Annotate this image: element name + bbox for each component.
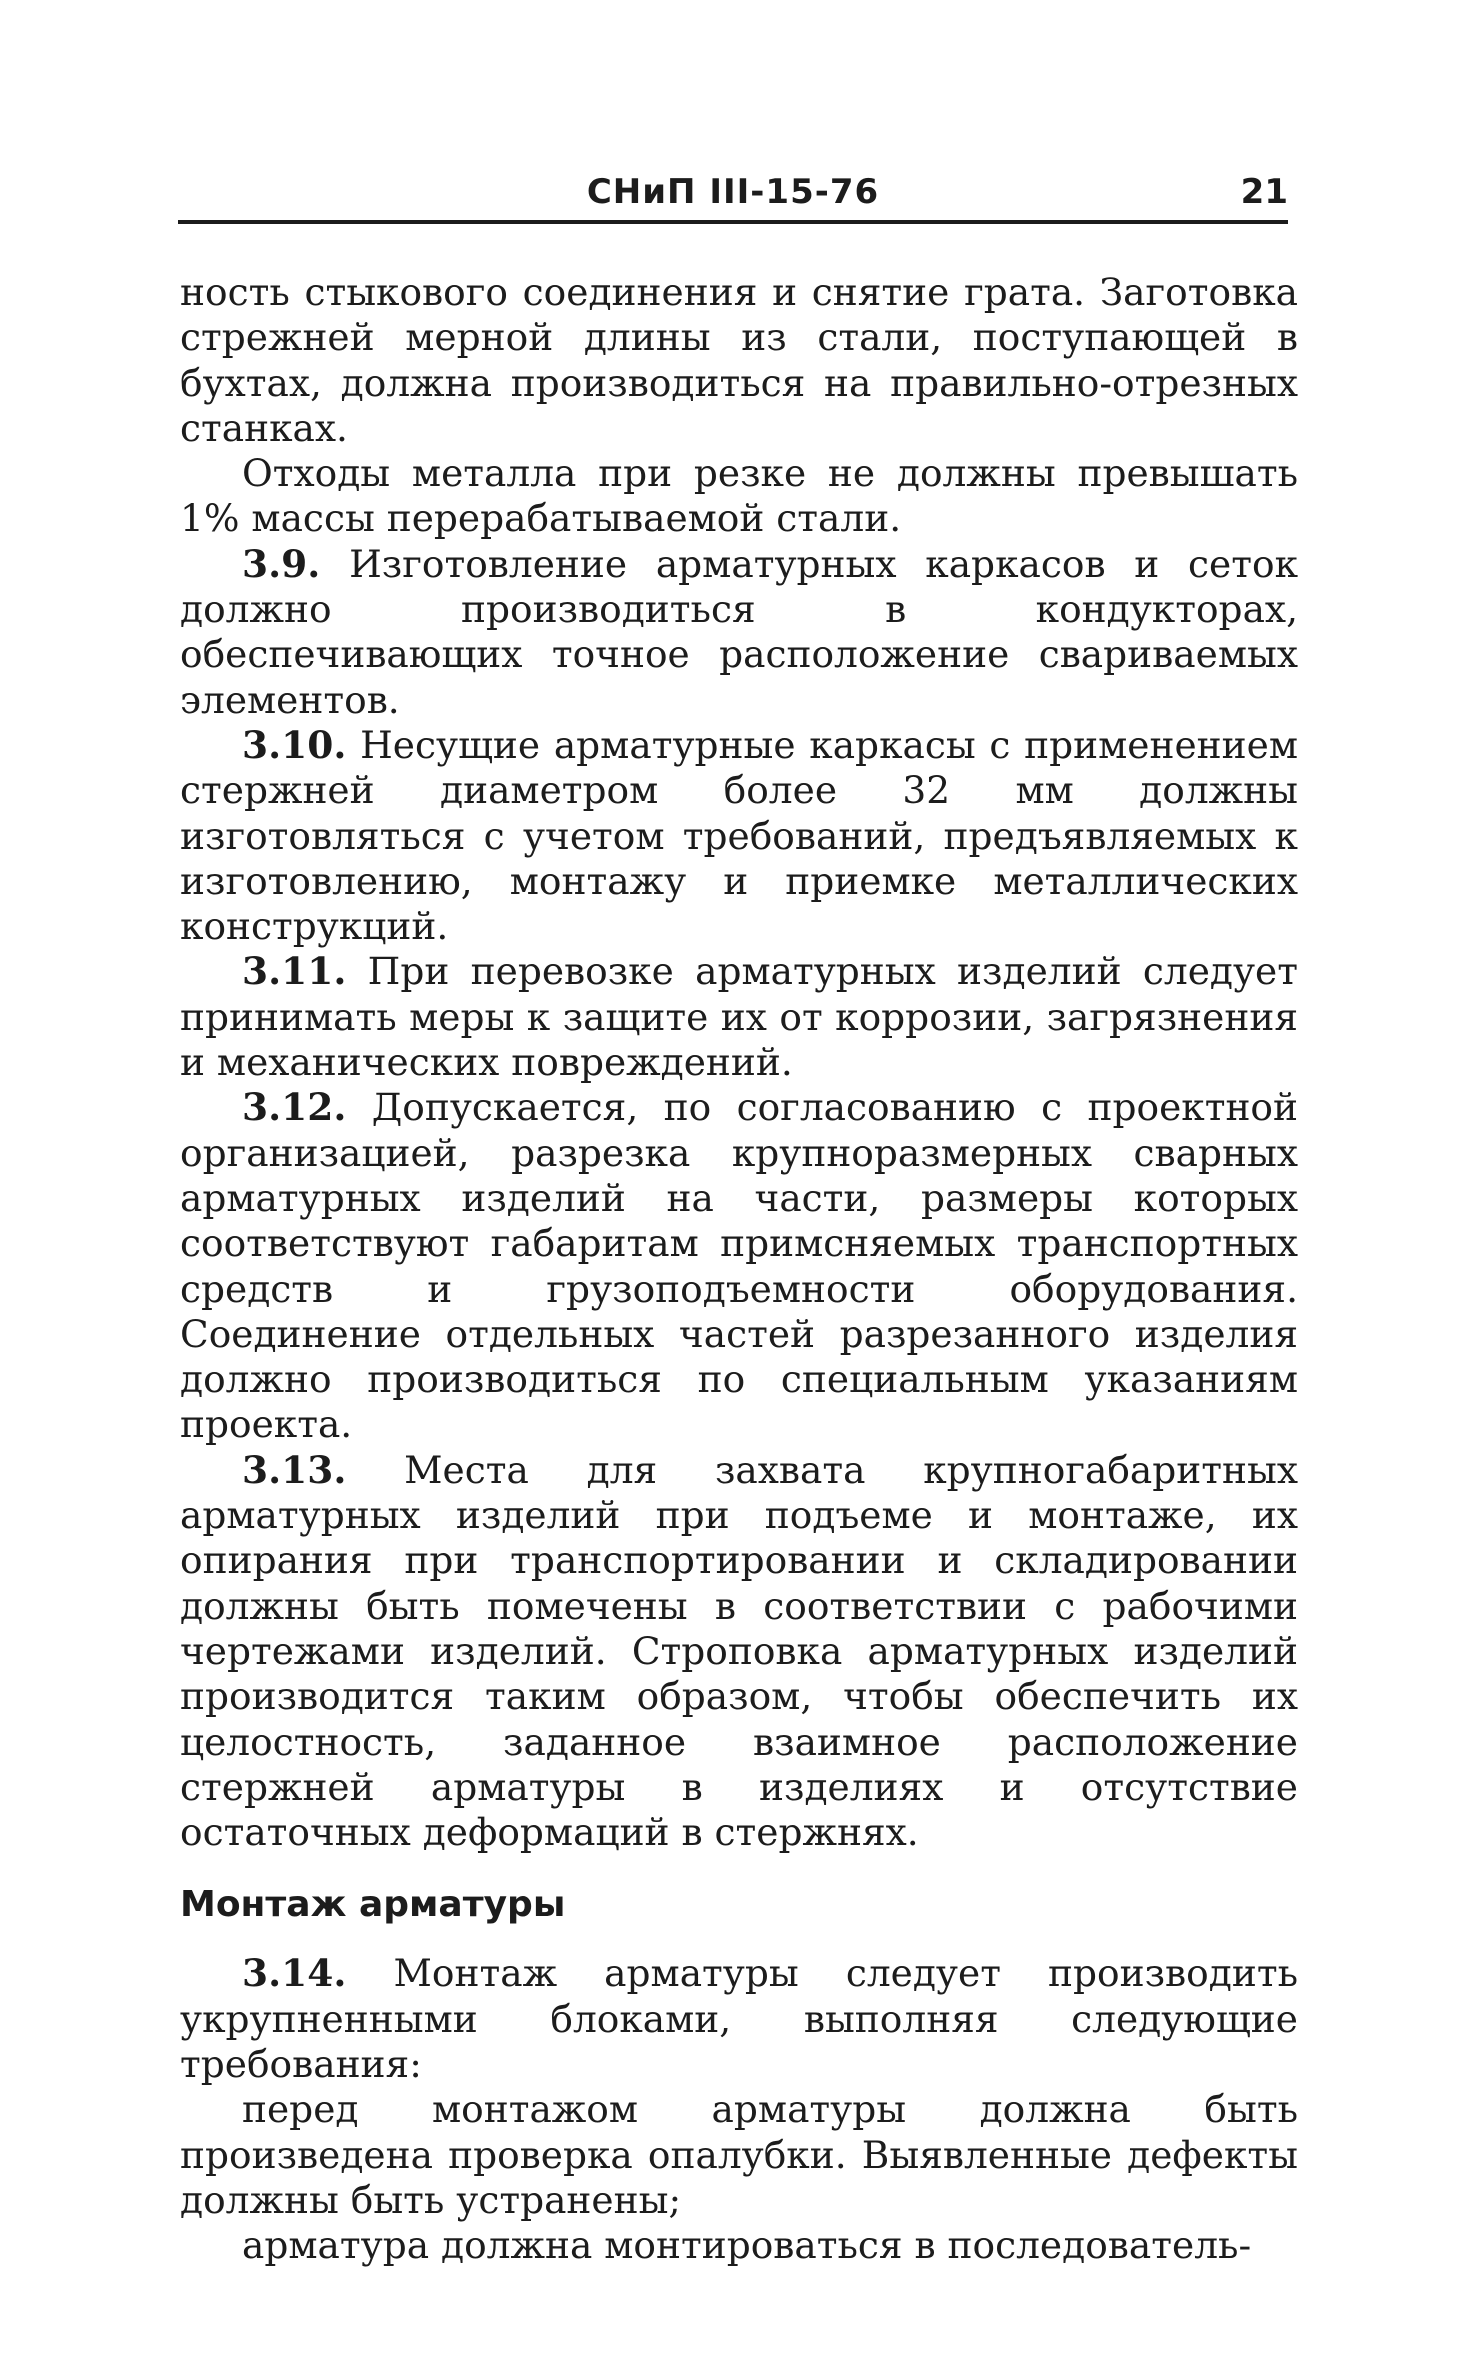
- running-header: [178, 172, 1288, 228]
- clause-number: 3.14.: [242, 1951, 347, 1996]
- requirement-item: [180, 2087, 1298, 2223]
- body-text: [180, 270, 1298, 2268]
- requirement-text: арматура должна монтироваться в последователь-: [242, 2223, 1252, 2268]
- paragraph-text: ность стыкового соединения и снятие грата. Заготовка стрежней мерной длины из стали, поступающей в бухтах, должна производиться на правильно-отрезных станках.: [180, 270, 1298, 450]
- header-rule: [178, 220, 1288, 224]
- clause-3-10: [180, 723, 1298, 949]
- requirement-text: перед монтажом арматуры должна быть произведена проверка опалубки. Выявленные дефекты должны быть устранены;: [180, 2087, 1298, 2222]
- clause-text: Монтаж арматуры следует производить укрупненными блоками, выполняя следующие требования:: [180, 1951, 1298, 2086]
- requirement-item: [180, 2223, 1298, 2268]
- clause-number: 3.11.: [242, 949, 347, 994]
- clause-number: 3.9.: [242, 541, 321, 586]
- clause-text: Места для захвата крупногабаритных арматурных изделий при подъеме и монтаже, их опирания при транспортировании и складировании должны быть помечены в соответствии с рабочими чертежами изделий. Строповка арматурных изделий производится таким образом, чтобы обеспечить их целостность, заданное взаимное расположение стержней арматуры в изделиях и отсутствие остаточных деформаций в стержнях.: [180, 1447, 1298, 1855]
- clause-text: Несущие арматурные каркасы с применением стержней диаметром более 32 мм должны изготовляться с учетом требований, предъявляемых к изготовлению, монтажу и приемке металлических конструкций.: [180, 722, 1299, 949]
- clause-3-12: [180, 1085, 1298, 1447]
- clause-number: 3.12.: [242, 1085, 347, 1130]
- clause-3-9: [180, 542, 1298, 723]
- paragraph-continuation: [180, 270, 1298, 451]
- document-code: СНиП III-15-76: [586, 172, 880, 212]
- page-number: 21: [1240, 172, 1288, 212]
- clause-3-11: [180, 949, 1298, 1085]
- clause-text: Изготовление арматурных каркасов и сеток должно производиться в кондукторах, обеспечивающих точное расположение свариваемых элементов.: [180, 541, 1299, 722]
- clause-text: При перевозке арматурных изделий следует принимать меры к защите их от коррозии, загрязнения и механических повреждений.: [180, 949, 1298, 1085]
- clause-number: 3.13.: [242, 1447, 347, 1492]
- paragraph-text: Отходы металла при резке не должны превышать 1% массы перерабатываемой стали.: [180, 451, 1298, 541]
- clause-number: 3.10.: [242, 722, 347, 767]
- section-heading: Монтаж арматуры: [180, 1884, 566, 1926]
- clause-text: Допускается, по согласованию с проектной организацией, разрезка крупноразмерных сварных арматурных изделий на части, размеры которых соответствуют габаритам примсняемых транспортных средств и грузоподъемности оборудования. Соединение отдельных частей разрезанного изделия должно производиться по специальным указаниям проекта.: [180, 1085, 1299, 1447]
- clause-3-13: [180, 1448, 1298, 1856]
- clause-3-14: [180, 1951, 1298, 2087]
- paragraph-waste-limit: [180, 451, 1298, 542]
